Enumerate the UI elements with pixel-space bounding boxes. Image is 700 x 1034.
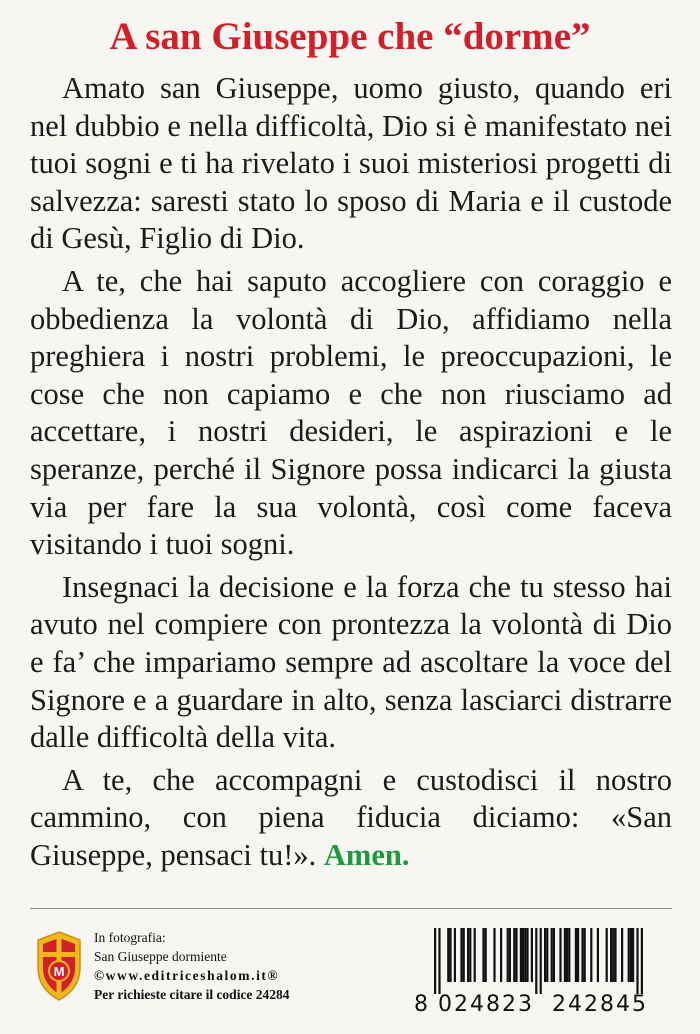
barcode-bar xyxy=(474,928,476,982)
publisher-website: ©www.editriceshalom.it® xyxy=(94,968,280,983)
barcode-bar xyxy=(526,928,528,982)
barcode-bar xyxy=(551,928,553,982)
barcode-bar xyxy=(553,928,555,982)
barcode-bar xyxy=(636,928,638,994)
photo-credits xyxy=(94,928,394,1004)
barcode-bar xyxy=(522,928,524,982)
barcode-bar xyxy=(590,928,592,982)
barcode-bar xyxy=(540,928,542,994)
barcode-bar xyxy=(467,928,469,982)
barcode xyxy=(412,928,670,1024)
barcode-bar xyxy=(469,928,471,982)
barcode-bar xyxy=(641,928,643,994)
barcode-bar xyxy=(632,928,634,982)
barcode-bar xyxy=(485,928,487,982)
barcode-left-group: 024823 xyxy=(438,992,534,1017)
barcode-bar xyxy=(559,928,561,982)
barcode-first-digit: 8 xyxy=(414,992,430,1017)
page-title: A san Giuseppe che “dorme” xyxy=(109,15,591,58)
barcode-bar xyxy=(564,928,566,982)
barcode-bar xyxy=(628,928,630,982)
barcode-bar xyxy=(482,928,484,982)
barcode-bar xyxy=(581,928,583,982)
barcode-bar xyxy=(447,928,449,982)
barcode-bar xyxy=(566,928,568,982)
footer-divider xyxy=(30,908,672,909)
barcode-bar xyxy=(584,928,586,982)
barcode-bar xyxy=(513,928,515,982)
svg-text:M: M xyxy=(53,964,65,979)
amen-text: Amen. xyxy=(323,837,410,872)
prayer-paragraph-3: Insegnaci la decisione e la forza che tu stesso hai avuto nel compiere con prontezza la volontà di Dio e fa’ che impariamo sempre ad ascoltare la voce del Signore e a guardare in alto, senza lasciarci distrarre dalle difficoltà della vita. xyxy=(30,569,672,755)
barcode-bar xyxy=(606,928,608,982)
barcode-bars xyxy=(412,928,670,994)
barcode-bar xyxy=(577,928,579,982)
barcode-bar xyxy=(546,928,548,982)
barcode-bar xyxy=(621,928,623,982)
photo-subject: San Giuseppe dormiente xyxy=(94,949,227,964)
barcode-bar xyxy=(454,928,456,982)
barcode-right-group: 242845 xyxy=(552,992,648,1017)
barcode-bar xyxy=(575,928,577,982)
barcode-bar xyxy=(460,928,462,982)
shalom-cross-shield-icon xyxy=(30,930,88,1002)
prayer-paragraph-4 xyxy=(30,762,672,875)
barcode-bar xyxy=(449,928,451,982)
barcode-bar xyxy=(493,928,495,982)
barcode-bar xyxy=(544,928,546,982)
barcode-bar xyxy=(520,928,522,982)
product-code-note: Per richieste citare il codice 24284 xyxy=(94,987,290,1002)
barcode-bar xyxy=(507,928,509,982)
prayer-paragraph-2: A te, che hai saputo accogliere con coraggio e obbedienza la volontà di Dio, affidiamo nella preghiera i nostri problemi, le preoccupazioni, le cose che non capiamo e che non riusciamo ad accettare, i nostri desideri, le aspirazioni e le speranze, perché il Signore possa indicarci la giusta via per fare la sua volontà, così come faceva visitando i tuoi sogni. xyxy=(30,263,672,562)
barcode-bar xyxy=(535,928,537,994)
barcode-bar xyxy=(597,928,599,982)
barcode-bar xyxy=(614,928,616,982)
prayer-paragraph-1: Amato san Giuseppe, uomo giusto, quando eri nel dubbio e nella difficoltà, Dio si è manifestato nei tuoi sogni e ti ha rivelato i suoi misteriosi progetti di salvezza: saresti stato lo sposo di Maria e il custode di Gesù, Figlio di Dio. xyxy=(30,71,672,256)
barcode-bar xyxy=(500,928,502,982)
barcode-bar xyxy=(438,928,440,994)
barcode-bar xyxy=(509,928,511,982)
barcode-bar xyxy=(612,928,614,982)
barcode-bar xyxy=(434,928,436,994)
barcode-bar xyxy=(610,928,612,982)
barcode-bar xyxy=(463,928,465,982)
prayer-text xyxy=(30,70,672,879)
barcode-bar xyxy=(568,928,570,982)
photo-label: In fotografia: xyxy=(94,930,166,945)
barcode-bar xyxy=(630,928,632,982)
barcode-bar xyxy=(515,928,517,982)
prayer-paragraph-4-text: A te, che accompagni e custodisci il nostro cammino, con piena fiducia diciamo: «San Giuseppe, pensaci tu!». xyxy=(30,762,672,872)
barcode-bar xyxy=(524,928,526,982)
barcode-bar xyxy=(531,928,533,982)
footer xyxy=(30,918,672,1028)
